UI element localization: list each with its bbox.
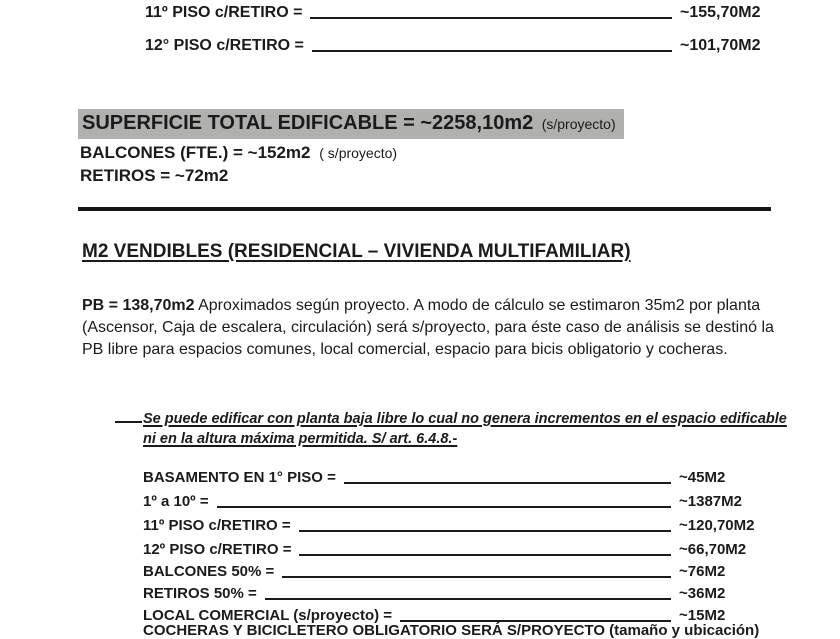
note-line-2 (143, 429, 795, 449)
retiros-label: RETIROS = ~72m2 (80, 166, 229, 185)
item-value: ~101,70M2 (680, 37, 761, 54)
pb-paragraph-body: Aproximados según proyecto. A modo de cálculo se estimaron 35m2 por planta (Ascensor, Caja de escalera, circulación) será s/proyecto, para éste caso de análisis se destinó la PB libre para espacios comunes, local comercial, espacio para bicis obligatorio y cocheras. (82, 297, 774, 358)
note-line-1 (115, 409, 795, 429)
planta-baja-note (115, 409, 795, 449)
underline-fill (344, 482, 671, 484)
note-line-2-text: ni en la altura máxima permitida. S/ art. 6.4.8.- (143, 431, 458, 447)
underline-fill (299, 554, 671, 556)
line-item-basamento (143, 469, 774, 486)
item-label: 12° PISO c/RETIRO = (145, 37, 304, 54)
section-heading: M2 VENDIBLES (RESIDENCIAL – VIVIENDA MULTIFAMILIAR) (82, 241, 631, 262)
underline-fill (217, 506, 671, 508)
balcones-label: BALCONES (FTE.) = ~152m2 (80, 143, 311, 162)
item-value: ~66,70M2 (679, 541, 747, 558)
pb-paragraph (82, 295, 776, 361)
item-label: BASAMENTO EN 1° PISO = (143, 469, 336, 486)
item-label: RETIROS 50% = (143, 585, 257, 602)
item-label: 11º PISO c/RETIRO = (143, 517, 291, 534)
line-item-balcones-50 (143, 563, 774, 580)
pb-paragraph-lead: PB = 138,70m2 (82, 297, 195, 314)
underline-fill (312, 50, 672, 52)
section-divider (78, 207, 771, 211)
underline-fill (282, 576, 671, 578)
item-label: 12º PISO c/RETIRO = (143, 541, 292, 558)
balcones-note: ( s/proyecto) (319, 145, 398, 161)
line-item-12-piso (145, 37, 777, 55)
line-item-11-piso (145, 4, 777, 22)
item-value: ~15M2 (679, 607, 726, 624)
item-value: ~76M2 (679, 563, 726, 580)
note-leading-underline (115, 421, 142, 423)
line-item-1-a-10 (143, 493, 774, 510)
note-line-1-text: Se puede edificar con planta baja libre lo cual no genera incrementos en el espacio edificable (143, 411, 787, 427)
line-item-11-piso-vendible (143, 517, 774, 534)
item-value: ~36M2 (679, 585, 726, 602)
item-value: ~45M2 (679, 469, 726, 486)
superficie-total-title: SUPERFICIE TOTAL EDIFICABLE = ~2258,10m2 (82, 112, 534, 134)
clipped-partial-line: COCHERAS Y BICICLETERO OBLIGATORIO SERÁ S/PROYECTO (tamaño y ubicación) (143, 622, 760, 639)
item-value: ~1387M2 (679, 493, 742, 510)
line-item-12-piso-vendible (143, 541, 774, 558)
item-label: 11º PISO c/RETIRO = (145, 4, 303, 21)
balcones-line (80, 143, 397, 163)
item-label: LOCAL COMERCIAL (s/proyecto) = (143, 607, 393, 624)
item-label: 1º a 10º = (143, 493, 209, 510)
superficie-total-highlight (78, 109, 624, 139)
underline-fill (310, 17, 672, 19)
retiros-line (80, 166, 228, 186)
line-item-retiros-50 (143, 585, 774, 602)
item-label: BALCONES 50% = (143, 563, 275, 580)
item-value: ~155,70M2 (680, 4, 761, 21)
underline-fill (265, 598, 671, 600)
underline-fill (299, 530, 671, 532)
superficie-total-note: (s/proyecto) (541, 116, 616, 132)
item-value: ~120,70M2 (679, 517, 755, 534)
